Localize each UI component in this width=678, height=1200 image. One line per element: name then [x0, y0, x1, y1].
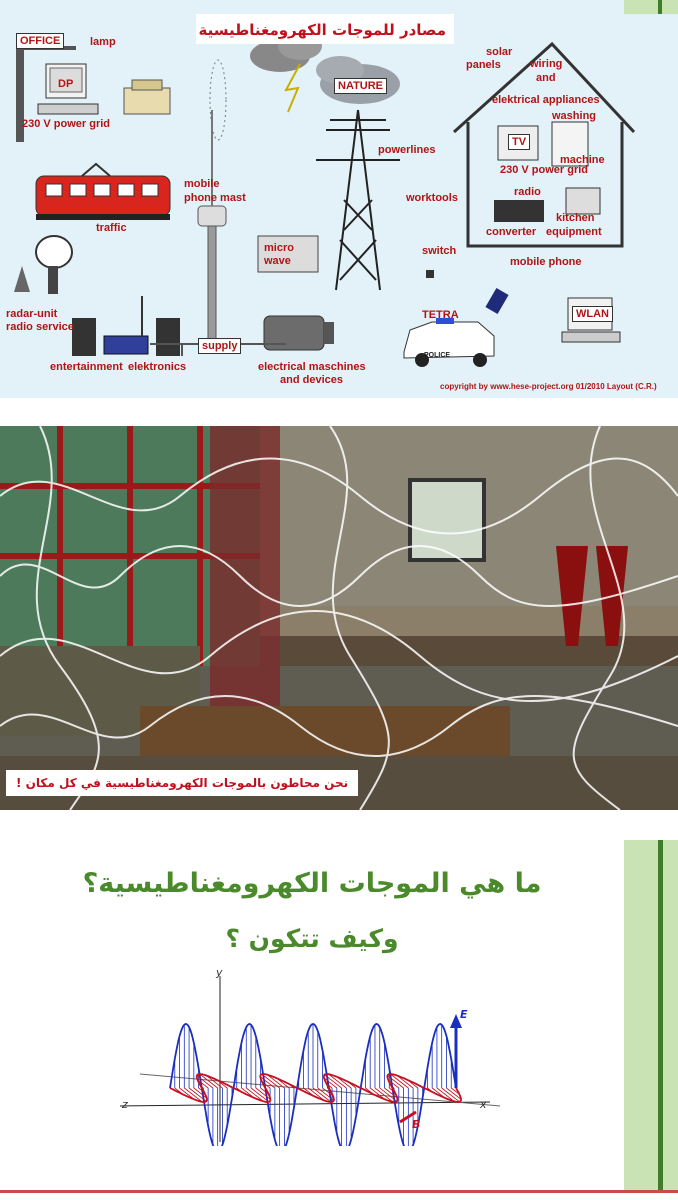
label-office: OFFICE	[16, 33, 64, 49]
em-sources-diagram	[0, 0, 678, 398]
label-radio: radio	[514, 186, 541, 198]
bottom-divider	[0, 1190, 678, 1200]
em-wave-diagram	[100, 966, 520, 1146]
label-vector-e: E	[460, 1008, 468, 1021]
label-tv: TV	[508, 134, 530, 150]
label-axis-z: z	[122, 1098, 128, 1111]
slide-title-line2: وكيف تتكون ؟	[225, 924, 399, 953]
label-lamp: lamp	[90, 36, 116, 48]
label-electrical-machines: electrical maschines	[258, 361, 366, 373]
label-tetra: TETRA	[422, 309, 459, 321]
radar-dish-icon	[14, 236, 72, 294]
x-axis	[120, 1102, 490, 1106]
label-washing: washing	[552, 110, 597, 122]
label-solar: solar	[486, 46, 513, 58]
label-elektronics: elektronics	[128, 361, 187, 373]
label-and: and	[536, 72, 556, 84]
label-radar: radar-unit	[6, 308, 58, 320]
label-wave: wave	[264, 255, 291, 267]
kitchen-icon	[566, 188, 600, 214]
label-worktools: worktools	[406, 192, 458, 204]
label-dp: DP	[58, 78, 74, 90]
label-entertainment: entertainment	[50, 361, 123, 373]
magnetic-field-wave	[170, 1074, 461, 1102]
slide-sidebar-accent	[624, 840, 678, 1200]
label-nature: NATURE	[334, 78, 387, 94]
room-caption: نحن محاطون بالموجات الكهرومغناطيسية في كل مكان !	[6, 770, 358, 796]
sources-title: مصادر للموجات الكهرومغناطيسية	[196, 14, 454, 44]
em-wave-slide	[0, 840, 678, 1200]
label-electrical-appliances: elektrical appliances	[492, 94, 600, 106]
room-illustration	[0, 426, 678, 810]
slide-title-line1: ما هي الموجات الكهرومغناطيسية؟	[82, 868, 542, 899]
label-converter: converter	[486, 226, 537, 238]
label-kitchen: kitchen	[556, 212, 595, 224]
label-mobile: mobile	[184, 178, 220, 190]
copyright-text: copyright by www.hese-project.org 01/2010 Layout (C.R.)	[440, 382, 657, 391]
label-switch: switch	[422, 245, 457, 257]
entertainment-icon	[72, 296, 180, 356]
label-machine: machine	[560, 154, 605, 166]
label-power-grid-right: 230 V power grid	[500, 164, 589, 176]
label-equipment: equipment	[546, 226, 602, 238]
label-police: POLICE	[424, 352, 451, 359]
label-axis-y: y	[216, 966, 223, 979]
corner-accent	[624, 0, 678, 14]
label-and-devices: and devices	[280, 374, 343, 386]
label-panels: panels	[466, 59, 501, 71]
power-pylon-icon	[316, 110, 400, 290]
label-power-grid-left: 230 V power grid	[22, 118, 111, 130]
radio-icon	[494, 200, 544, 222]
label-micro: micro	[264, 242, 294, 254]
label-wlan: WLAN	[572, 306, 613, 322]
train-icon	[36, 164, 170, 220]
label-supply: supply	[198, 338, 241, 354]
label-traffic: traffic	[96, 222, 127, 234]
room-waves-photo	[0, 426, 678, 810]
sources-illustration	[0, 0, 678, 398]
label-radio-service: radio service	[6, 321, 74, 333]
label-vector-b: B	[412, 1118, 421, 1131]
label-axis-x: x	[480, 1098, 487, 1111]
label-powerlines: powerlines	[378, 144, 436, 156]
label-wiring: wiring	[530, 58, 563, 70]
label-phone-mast: phone mast	[184, 192, 246, 204]
mobile-phone-icon	[485, 288, 508, 314]
label-mobile-phone: mobile phone	[510, 256, 582, 268]
switch-icon	[426, 270, 434, 278]
